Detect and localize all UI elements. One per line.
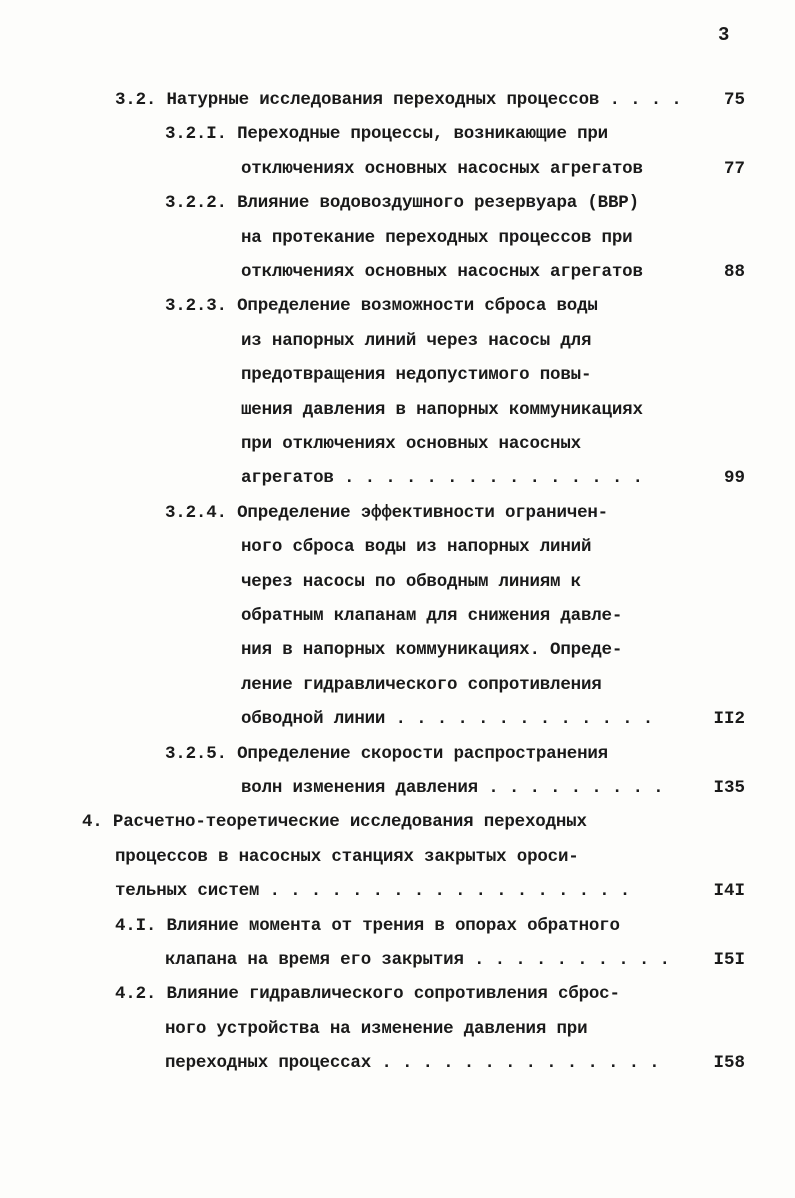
toc-entry-title: 4.2. Влияние гидравлического сопротивления сброс- <box>115 984 620 1005</box>
toc-entry-continuation: шения давления в напорных коммуникациях <box>241 399 643 420</box>
page-number: 3 <box>718 24 730 46</box>
toc-entry-continuation: ного устройства на изменение давления при <box>165 1018 588 1039</box>
toc-entry-continuation: ния в напорных коммуникациях. Опреде- <box>241 640 623 661</box>
toc-entry-continuation: отключениях основных насосных агрегатов <box>241 262 643 282</box>
toc-entry-page: I5I <box>713 950 745 970</box>
toc-entry-title: 3.2. Натурные исследования переходных процессов . . . . <box>115 90 682 110</box>
toc-entry-page: II2 <box>713 709 745 730</box>
toc-entry-title: 3.2.I. Переходные процессы, возникающие при <box>165 124 608 145</box>
toc-entry-continuation: предотвращения недопустимого повы- <box>241 365 592 386</box>
toc-entry-title: 4. Расчетно-теоретические исследования переходных <box>82 812 587 833</box>
toc-entry-title: 3.2.4. Определение эффективности ограничен- <box>165 502 608 523</box>
toc-entry-continuation: клапана на время его закрытия . . . . . . . . . . <box>165 950 670 970</box>
toc-entry-title: 3.2.2. Влияние водовоздушного резервуара (ВВР) <box>165 193 639 214</box>
toc-entry-title: 3.2.5. Определение скорости распространения <box>165 743 608 764</box>
toc-entry-continuation: агрегатов . . . . . . . . . . . . . . . <box>241 468 643 489</box>
toc-entry-continuation: ление гидравлического сопротивления <box>241 674 602 695</box>
toc-entry-title: 4.I. Влияние момента от трения в опорах обратного <box>115 915 620 936</box>
toc-entry-page: I4I <box>713 881 745 902</box>
toc-entry-continuation: обводной линии . . . . . . . . . . . . . <box>241 709 654 730</box>
toc-entry-continuation: процессов в насосных станциях закрытых ороси- <box>115 846 579 867</box>
toc-entry-page: I35 <box>713 778 745 798</box>
toc-entry-continuation: при отключениях основных насосных <box>241 434 581 454</box>
toc-entry-page: 77 <box>723 158 745 179</box>
toc-entry-title: 3.2.3. Определение возможности сброса воды <box>165 296 598 317</box>
toc-entry-page: 88 <box>723 262 745 282</box>
toc-entry-continuation: обратным клапанам для снижения давле- <box>241 606 623 626</box>
toc-entry-page: 75 <box>723 90 745 110</box>
toc-entry-continuation: на протекание переходных процессов при <box>241 227 633 248</box>
toc-entry-continuation: ного сброса воды из напорных линий <box>241 537 592 558</box>
toc-entry-page: 99 <box>723 468 745 489</box>
toc-entry-continuation: тельных систем . . . . . . . . . . . . . . . . . . <box>115 881 631 902</box>
toc-entry-continuation: отключениях основных насосных агрегатов <box>241 158 643 179</box>
toc-entry-continuation: из напорных линий через насосы для <box>241 330 592 351</box>
toc-entry-page: I58 <box>713 1053 745 1074</box>
toc-entry-continuation: волн изменения давления . . . . . . . . . <box>241 778 664 798</box>
toc-entry-continuation: переходных процессах . . . . . . . . . . . . . . <box>165 1053 660 1074</box>
toc-entry-continuation: через насосы по обводным линиям к <box>241 571 581 592</box>
